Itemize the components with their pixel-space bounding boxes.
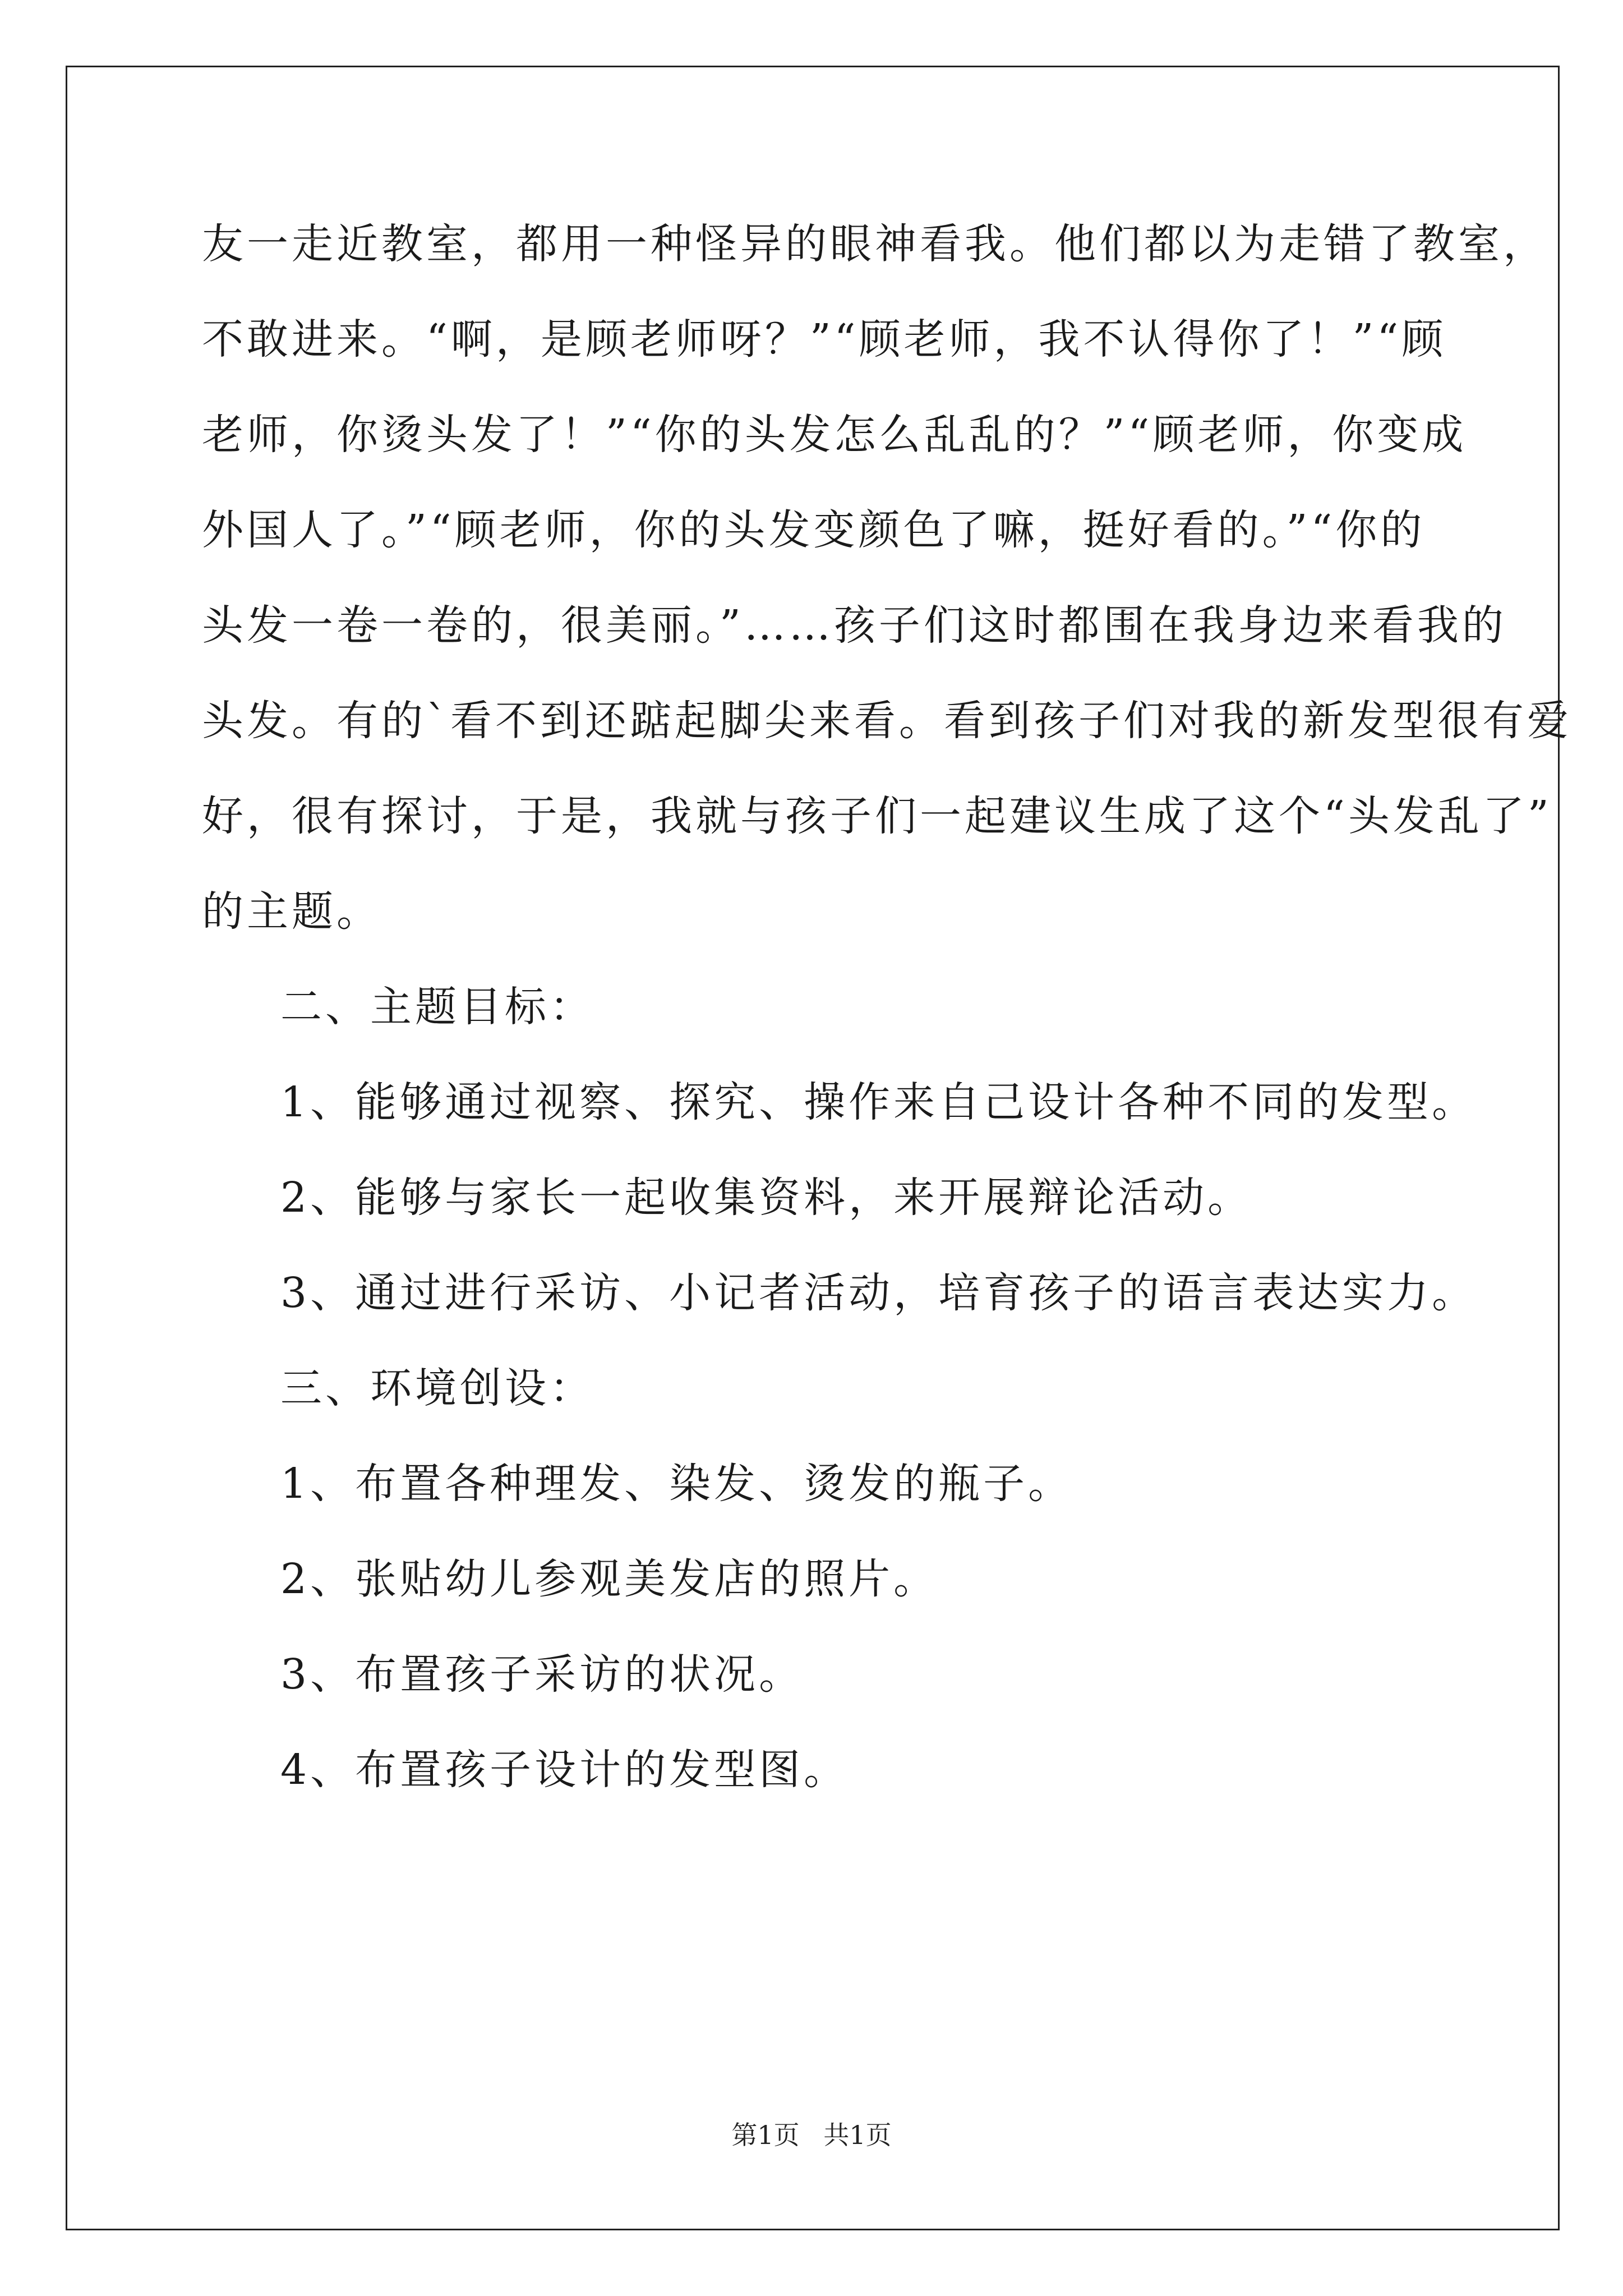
page-footer	[0, 2115, 1623, 2152]
paragraph-line: 好，很有探讨，于是，我就与孩子们一起建议生成了这个“头发乱了”	[202, 792, 1552, 840]
page-number-current: 第1页	[731, 2120, 800, 2150]
section-heading-environment: 三、环境创设：	[280, 1364, 594, 1412]
environment-item: 2、张贴幼儿参观美发店的照片。	[280, 1555, 939, 1603]
goal-item: 2、能够与家长一起收集资料，来开展辩论活动。	[280, 1174, 1253, 1222]
environment-item: 1、布置各种理发、染发、烫发的瓶子。	[280, 1460, 1073, 1508]
paragraph-line: 不敢进来。“啊，是顾老师呀？”“顾老师，我不认得你了！”“顾	[202, 315, 1447, 364]
section-heading-goals: 二、主题目标：	[280, 983, 594, 1031]
document-body	[202, 196, 1572, 1818]
goal-item: 1、能够通过视察、探究、操作来自己设计各种不同的发型。	[280, 1078, 1477, 1126]
paragraph-line: 外国人了。”“顾老师，你的头发变颜色了嘛，挺好看的。”“你的	[202, 506, 1426, 554]
environment-item: 4、布置孩子设计的发型图。	[280, 1746, 849, 1794]
paragraph-line: 头发一卷一卷的，很美丽。”……孩子们这时都围在我身边来看我的	[202, 601, 1507, 650]
environment-item: 3、布置孩子采访的状况。	[280, 1650, 804, 1699]
goal-item: 3、通过进行采访、小记者活动，培育孩子的语言表达实力。	[280, 1269, 1477, 1317]
paragraph-line: 的主题。	[202, 887, 381, 936]
paragraph-line: 友一走近教室，都用一种怪异的眼神看我。他们都以为走错了教室，	[202, 220, 1548, 268]
paragraph-line: 老师，你烫头发了！”“你的头发怎么乱乱的？”“顾老师，你变成	[202, 411, 1467, 459]
page-number-total: 共1页	[823, 2120, 892, 2150]
paragraph-line: 头发。有的`看不到还踮起脚尖来看。看到孩子们对我的新发型很有爱	[202, 697, 1572, 745]
